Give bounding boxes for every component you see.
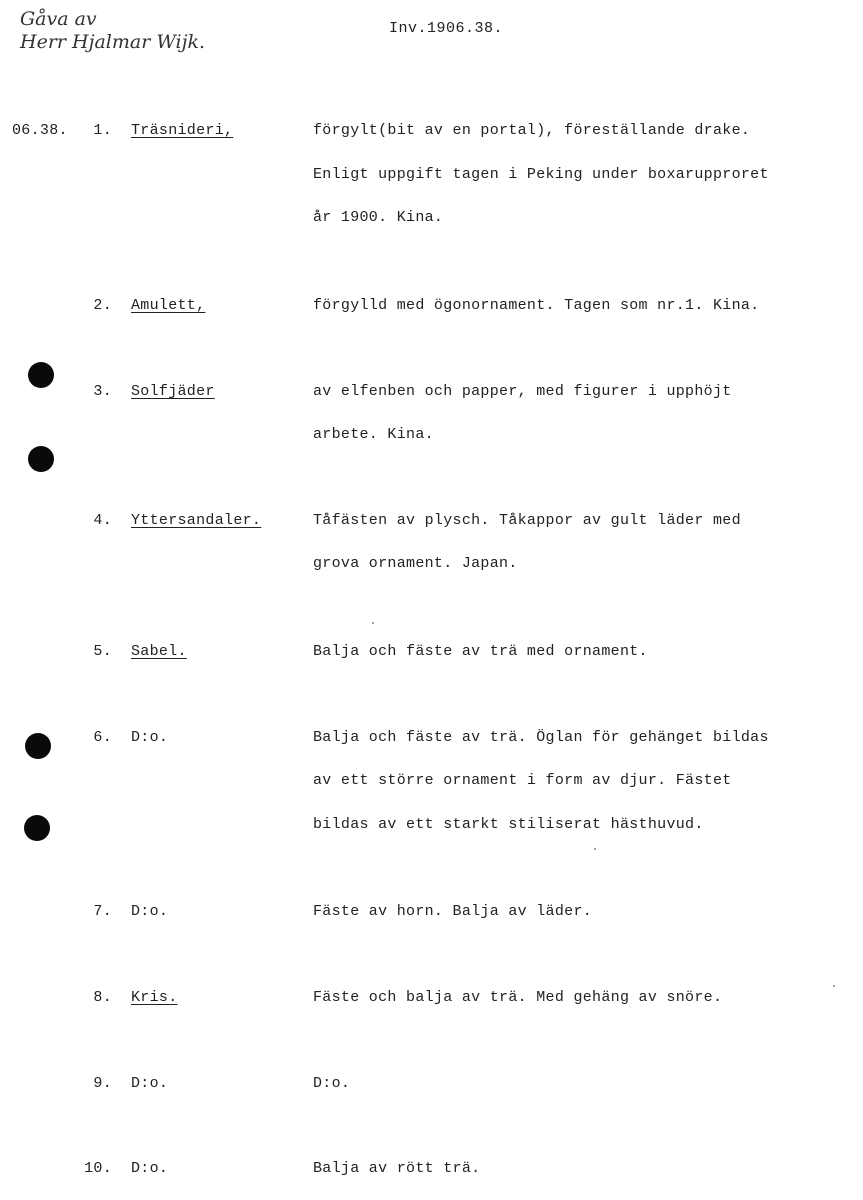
entry-description-line: Balja av rött trä.: [313, 1160, 481, 1177]
entry-name: Amulett,: [131, 297, 206, 314]
entry-number: 10.: [84, 1160, 112, 1177]
entry-name: D:o.: [131, 729, 169, 746]
entry-number: 7.: [93, 903, 112, 920]
entry-description-line: förgylt(bit av en portal), föreställande drake.: [313, 122, 751, 139]
entry-name: Sabel.: [131, 643, 187, 660]
entry-number: 4.: [93, 512, 112, 529]
punch-hole: [24, 815, 50, 841]
punch-hole: [28, 362, 54, 388]
entry-number: 8.: [93, 989, 112, 1006]
entry-number: 5.: [93, 643, 112, 660]
entry-name: Kris.: [131, 989, 178, 1006]
entry-number: 2.: [93, 297, 112, 314]
entry-number: 3.: [93, 383, 112, 400]
entry-number: 1.: [93, 122, 112, 139]
entry-name: D:o.: [131, 1075, 169, 1092]
entry-name: Träsnideri,: [131, 122, 234, 139]
entry-number: 9.: [93, 1075, 112, 1092]
entry-description-line: D:o.: [313, 1075, 351, 1092]
speck: [833, 985, 835, 987]
entry-description-line: Balja och fäste av trä med ornament.: [313, 643, 648, 660]
entry-description-line: bildas av ett starkt stiliserat hästhuvud.: [313, 816, 704, 833]
handwritten-note-line-2: Herr Hjalmar Wijk.: [20, 31, 206, 53]
entry-description-line: av elfenben och papper, med figurer i upphöjt: [313, 383, 732, 400]
handwritten-note: [20, 8, 250, 54]
entry-name: Solfjäder: [131, 383, 215, 400]
entry-description-line: grova ornament. Japan.: [313, 555, 518, 572]
entry-name: D:o.: [131, 1160, 169, 1177]
punch-hole: [25, 733, 51, 759]
punch-hole: [28, 446, 54, 472]
inventory-header: Inv.1906.38.: [389, 20, 504, 37]
entry-description-line: arbete. Kina.: [313, 426, 434, 443]
entry-description-line: förgylld med ögonornament. Tagen som nr.1. Kina.: [313, 297, 760, 314]
catalog-prefix: 06.38.: [12, 122, 68, 139]
entry-description-line: av ett större ornament i form av djur. Fästet: [313, 772, 732, 789]
entry-description-line: år 1900. Kina.: [313, 209, 444, 226]
speck: [372, 622, 374, 624]
entry-name: D:o.: [131, 903, 169, 920]
entry-number: 6.: [93, 729, 112, 746]
entry-description-line: Tåfästen av plysch. Tåkappor av gult läder med: [313, 512, 741, 529]
entry-description-line: Fäste av horn. Balja av läder.: [313, 903, 593, 920]
entry-description-line: Enligt uppgift tagen i Peking under boxarupproret: [313, 166, 769, 183]
entry-description-line: Balja och fäste av trä. Öglan för gehänget bildas: [313, 729, 769, 746]
speck: [594, 848, 596, 850]
handwritten-note-line-1: Gåva av: [20, 8, 97, 30]
entry-name: Yttersandaler.: [131, 512, 262, 529]
entry-description-line: Fäste och balja av trä. Med gehäng av snöre.: [313, 989, 723, 1006]
